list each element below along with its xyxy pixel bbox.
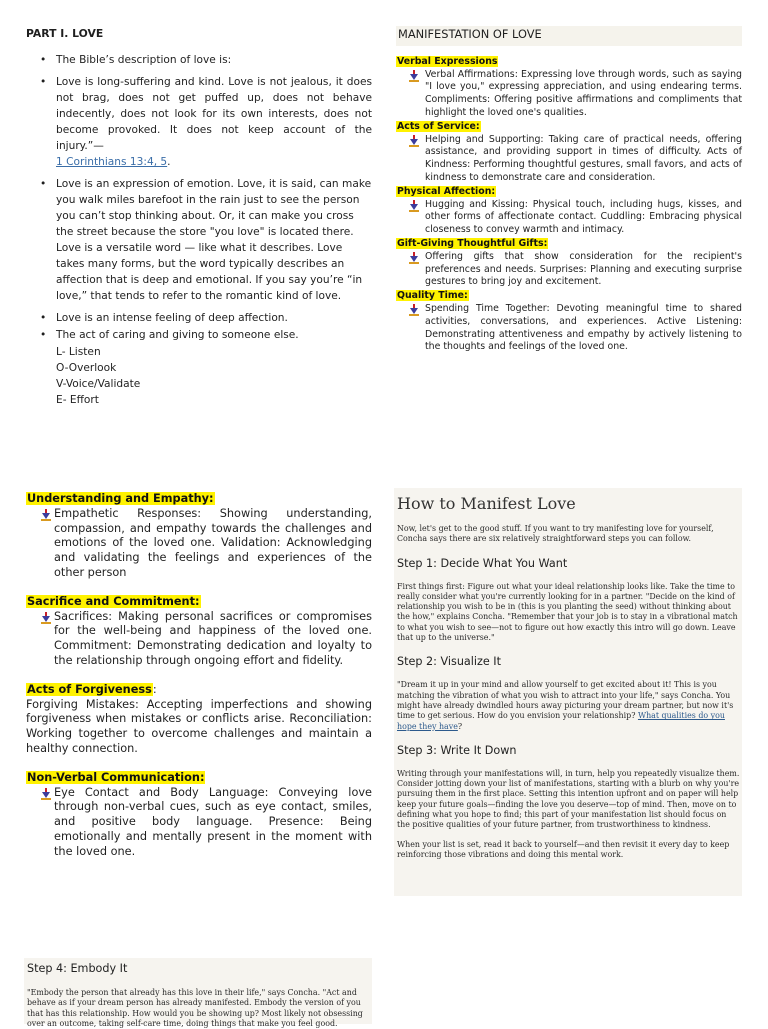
list-item: Spending Time Together: Devoting meaningful time to shared activities, conversations, and experiences. Active Listening: Demonstrating attentiveness and empathy by actively listening to the thoughts and feelings of the loved one.	[396, 303, 742, 354]
step3-text2: When your list is set, read it back to yourself—and then revisit it every day to keep reinforcing those vibrations and doing this mental work.	[397, 839, 730, 859]
acrostic-line: O-Overlook	[56, 362, 117, 374]
arrow-bullet-icon	[408, 304, 420, 316]
acrostic-line: V-Voice/Validate	[56, 378, 141, 390]
list-item: Helping and Supporting: Taking care of practical needs, offering assistance, and providing support in times of difficulty. Acts of Kindness: Performing thoughtful gestures, small favors, and acts of kindness to demonstrate care and consideration.	[396, 134, 742, 185]
part1-title: PART I. LOVE	[26, 27, 104, 40]
arrow-bullet-icon	[40, 788, 52, 800]
acrostic-line: E- Effort	[56, 394, 99, 406]
arrow-bullet-icon	[408, 252, 420, 264]
how-to-intro: Now, let's get to the good stuff. If you want to try manifesting love for yourself, Concha says there are six relatively straightforward steps you can follow.	[397, 524, 714, 544]
list-item: • Love is an expression of emotion. Love, it is said, can make you walk miles barefoot in the rain just to see the person you can’t stop thinking about. Or, it can make you cross the street because the store "you love" is located there. Love is a versatile word — like what it describes. Love takes many forms, but the word typically describes an affection that is deep and emotional. If you say you’re “in love,” that tends to refer to the romantic kind of love.	[26, 176, 372, 304]
manifestation-title: MANIFESTATION OF LOVE	[398, 27, 542, 41]
arrow-bullet-icon	[40, 612, 52, 624]
step2-paragraph: "Dream it up in your mind and allow yourself to get excited about it! This is you matching the vibration of what you wish to attract into your life," says Concha. You might have already dwindled hours away picturing your dream partner, but now it's time to get serious. How do you envision your relationship? What qualities do you hope they have?	[397, 680, 734, 731]
list-item: Hugging and Kissing: Physical touch, including hugs, kisses, and other forms of affectionate contact. Cuddling: Embracing physical closeness to convey warmth and intimacy.	[396, 199, 742, 237]
manifestation-section	[396, 238, 742, 289]
list-item: Eye Contact and Body Language: Conveying love through non-verbal cues, such as eye contact, smiles, and positive body language. Presence: Being emotionally and mentally present in the moment with the loved one.	[26, 786, 372, 860]
manifestation-section	[396, 290, 742, 354]
qualities-link[interactable]: What qualities do you hope they have	[397, 711, 725, 731]
forgiveness-section	[26, 683, 372, 757]
forgiveness-text: Forgiving Mistakes: Accepting imperfections and showing forgiveness when mistakes or conflicts arise. Reconciliation: Working together to overcome challenges and maintain a healthy connection.	[26, 697, 372, 755]
manifestation-section	[396, 186, 742, 237]
part1-panel	[26, 26, 372, 406]
step2-title: Step 2: Visualize It	[397, 655, 501, 669]
step4-text: "Embody the person that already has this love in their life," says Concha. "Act and behave as if your dream person has already manifested. Embody the version of you that has this relationship. How would you be showing up? Most likely not obsessing over an outcome, taking self-care time, doing things that make you feel good.	[27, 988, 363, 1028]
section-heading: Acts of Service:	[397, 120, 480, 132]
empathy-section	[26, 492, 372, 581]
part1-list	[26, 52, 372, 343]
list-item: • The Bible’s description of love is:	[26, 52, 372, 68]
arrow-bullet-icon	[408, 135, 420, 147]
list-item: Sacrifices: Making personal sacrifices or compromises for the well-being and happiness of the loved one. Commitment: Demonstrating dedication and loyalty to the relationship through ongoing effort and fidelity.	[26, 610, 372, 669]
section-heading: Gift-Giving Thoughtful Gifts:	[397, 237, 548, 249]
how-to-panel	[394, 488, 742, 896]
understanding-panel	[26, 492, 372, 872]
how-to-title: How to Manifest Love	[397, 494, 576, 513]
section-heading: Understanding and Empathy:	[27, 492, 214, 505]
list-item: Verbal Affirmations: Expressing love through words, such as saying "I love you," expressing appreciation, and using endearing terms. Compliments: Offering positive affirmations and compliments that highlight the loved one's qualities.	[396, 69, 742, 120]
section-heading: Physical Affection:	[397, 185, 496, 197]
love-acrostic	[26, 344, 372, 408]
arrow-bullet-icon	[408, 200, 420, 212]
arrow-bullet-icon	[408, 70, 420, 82]
list-item: • Love is long-suffering and kind. Love is not jealous, it does not brag, does not get puffed up, does not behave indecently, does not look for its own interests, does not become provoked. It does not keep account of the injury.”— 1 Corinthians 13:4, 5.	[26, 74, 372, 170]
section-heading: Sacrifice and Commitment:	[27, 594, 200, 608]
step4-panel	[24, 958, 372, 1028]
section-heading: Quality Time:	[397, 290, 468, 302]
list-item: Empathetic Responses: Showing understanding, compassion, and empathy towards the challenges and emotions of the loved one. Validation: Acknowledging and validating the feelings and experiences of the other person	[26, 507, 372, 581]
manifestation-section	[396, 121, 742, 185]
manifestation-panel	[396, 26, 742, 392]
sacrifice-section	[26, 595, 372, 669]
list-item: • Love is an intense feeling of deep affection.	[26, 310, 372, 326]
step4-title: Step 4: Embody It	[27, 962, 128, 975]
list-item: Offering gifts that show consideration for the recipient's preferences and needs. Surprises: Planning and executing surprise gestures to bring joy and excitement.	[396, 251, 742, 289]
section-heading: Non-Verbal Communication:	[27, 770, 205, 784]
step3-title: Step 3: Write It Down	[397, 743, 517, 757]
step1-title: Step 1: Decide What You Want	[397, 556, 568, 570]
step1-text: First things first: Figure out what your ideal relationship looks like. Take the time to really consider what you're currently looking for in a partner. "Decide on the kind of relationship you wish to be in (this is you planting the seed) without thinking about the how," explains Concha. "Remember that your job is to stay in a vibrational match to what you wish to see—not to figure out how exactly this intro will go down. Leave that up to the universe."	[397, 581, 738, 643]
section-heading: Acts of Forgiveness	[27, 682, 152, 696]
manifestation-header	[396, 26, 742, 46]
acrostic-line: L- Listen	[56, 346, 101, 358]
nonverbal-section	[26, 771, 372, 860]
arrow-bullet-icon	[40, 509, 52, 521]
manifestation-section	[396, 56, 742, 120]
step3-text: Writing through your manifestations will, in turn, help you repeatedly visualize them. Consider jotting down your list of manifestations, starting with a blurb on why you're pursuing them in the first place. Setting this intention upfront and on paper will help keep your future goals—finding the love you deserve—top of mind. Then, move on to defining what you hope to find; this part of your manifestation list should focus on the positive qualities of your future partner, from trustworthiness to kindness.	[397, 768, 740, 830]
verse-link[interactable]: 1 Corinthians 13:4, 5	[56, 156, 168, 168]
section-heading: Verbal Expressions	[397, 55, 498, 67]
list-item: • The act of caring and giving to someone else.	[26, 327, 372, 343]
section-heading-row: Acts of Forgiveness:	[27, 682, 157, 696]
